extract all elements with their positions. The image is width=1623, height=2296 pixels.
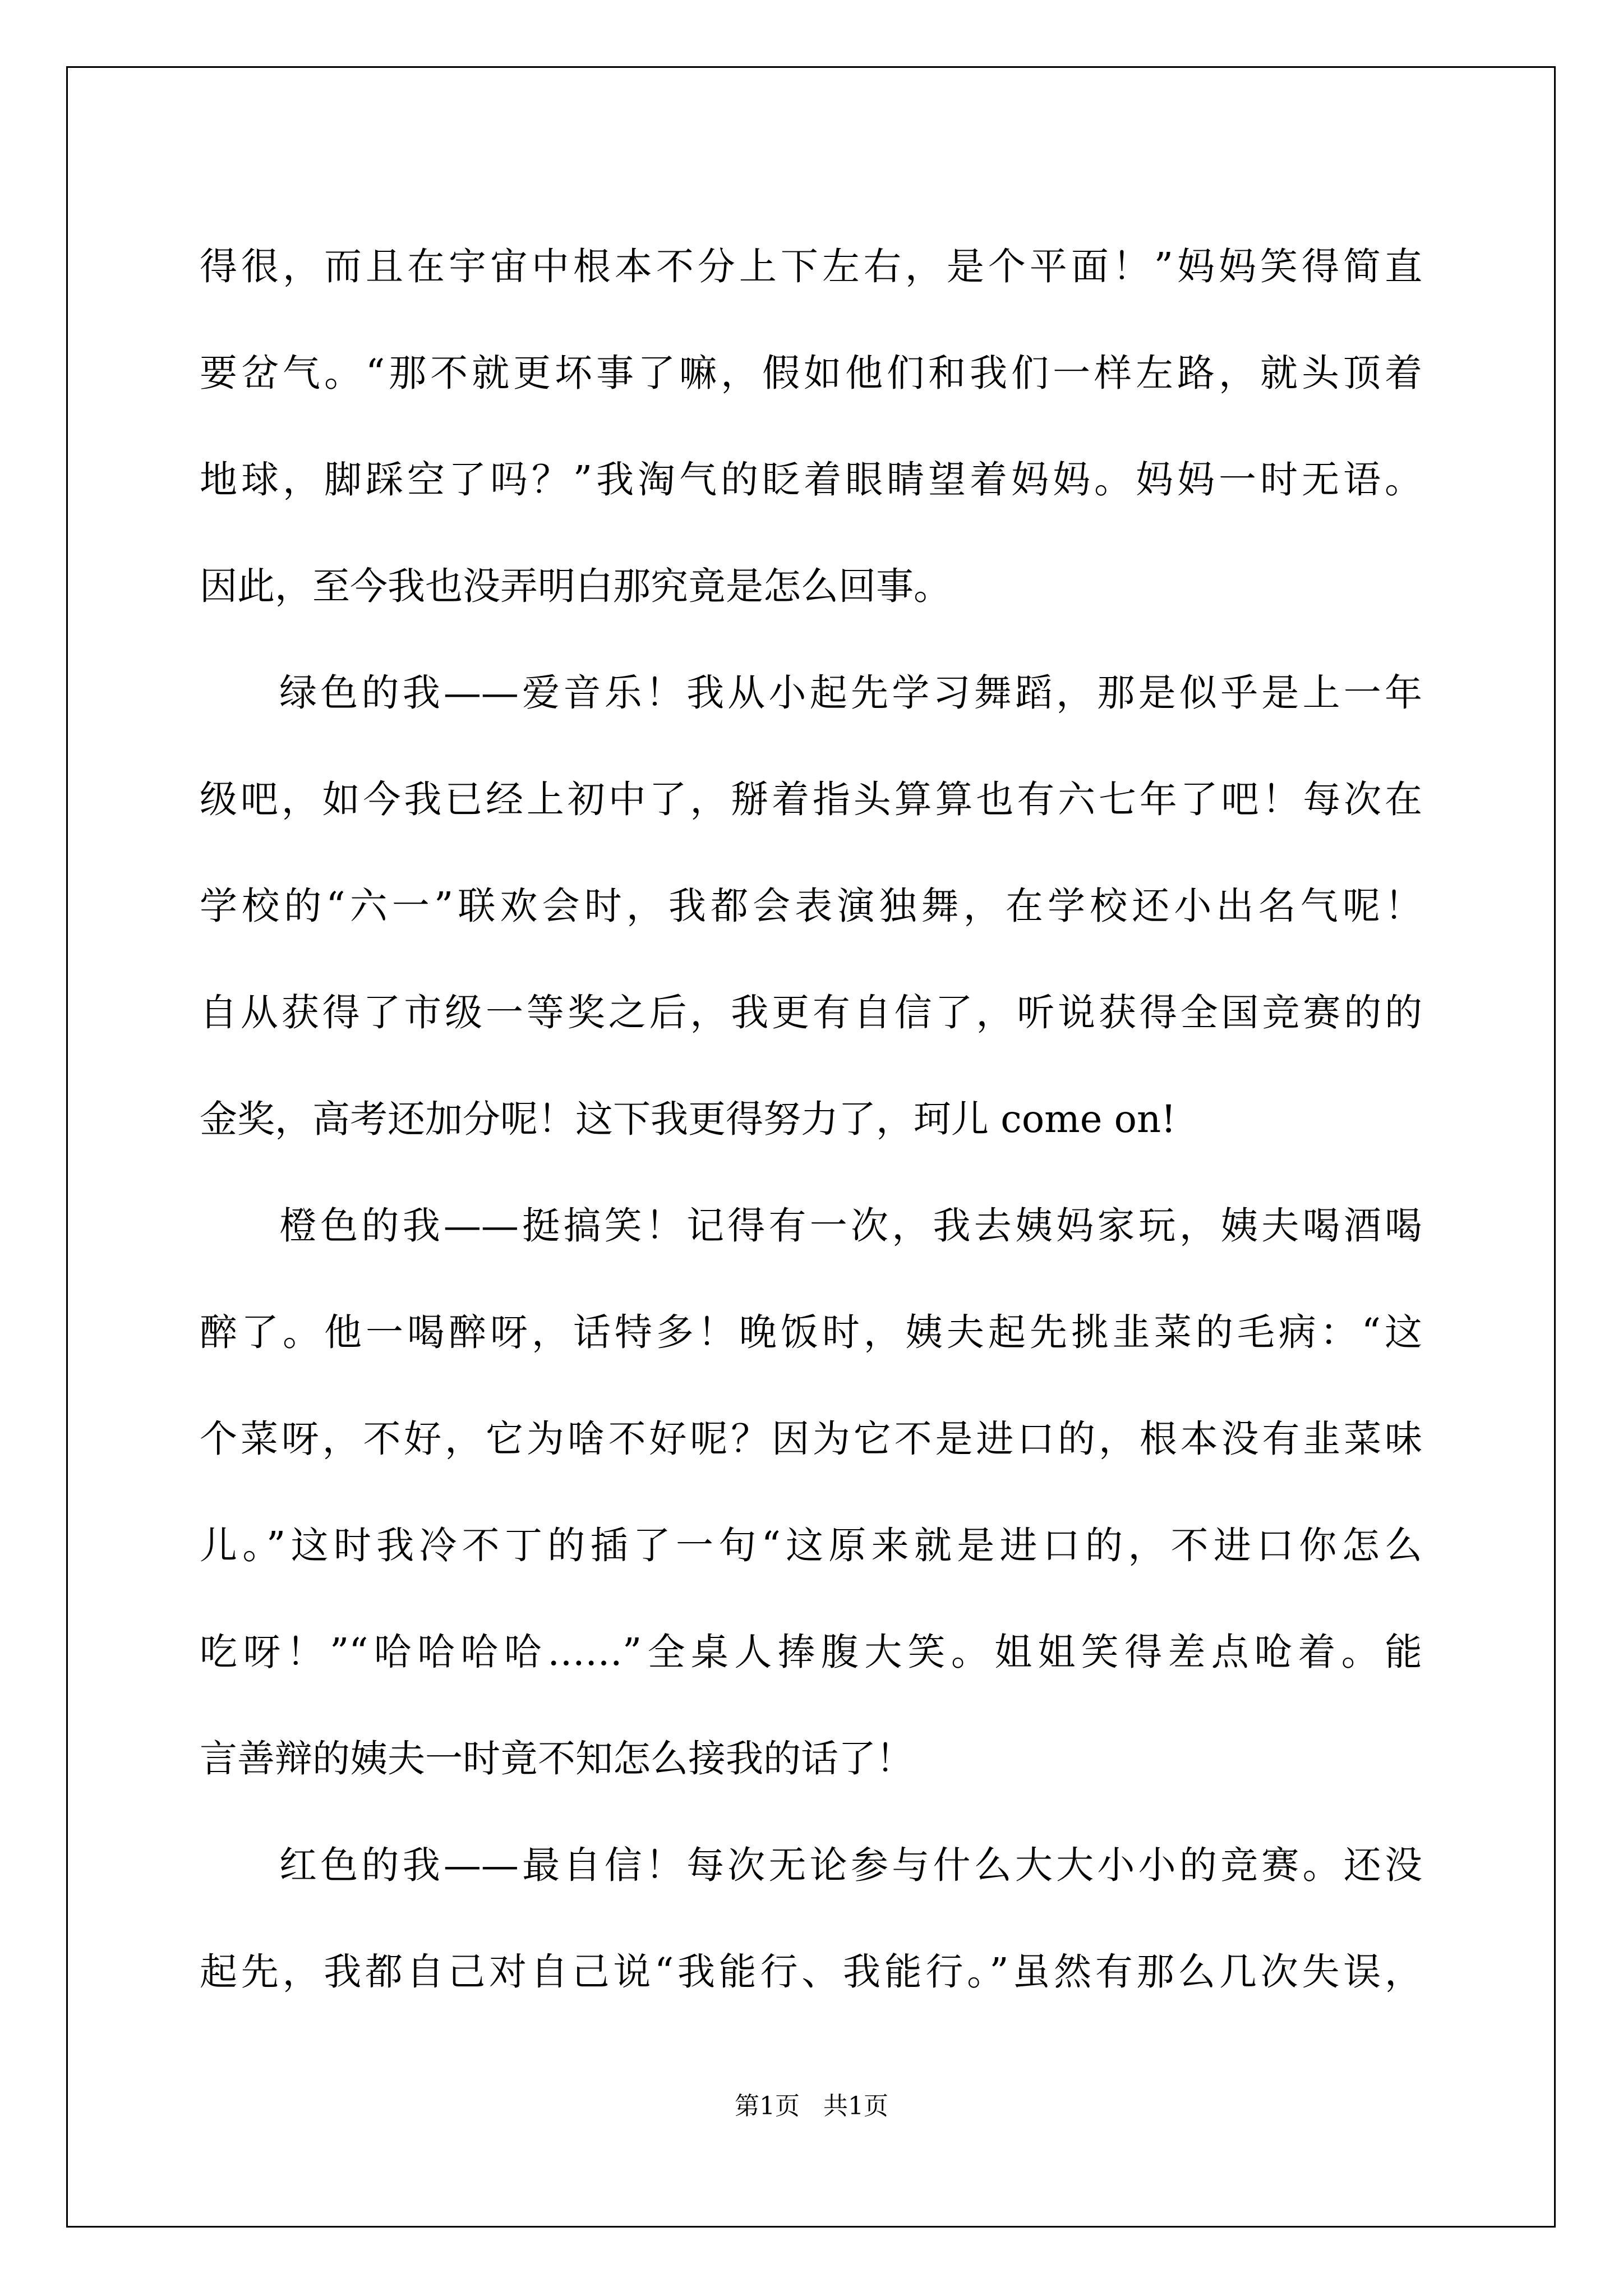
page-footer: 第1页 共1页	[735, 2092, 888, 2120]
paragraph-start-line: 红色的我——最自信！每次无论参与什么大大小小的竞赛。还没	[279, 1843, 1422, 1887]
text-line: 起先，我都自己对自己说“我能行、我能行。”虽然有那么几次失误，	[200, 1950, 1422, 1994]
text-line: 学校的“六一”联欢会时，我都会表演独舞，在学校还小出名气呢！	[200, 884, 1422, 928]
text-line: 因此，至今我也没弄明白那究竟是怎么回事。	[200, 564, 951, 608]
document-body	[200, 213, 1422, 2025]
paragraph-start-line: 绿色的我——爱音乐！我从小起先学习舞蹈，那是似乎是上一年	[279, 671, 1422, 715]
text-line: 级吧，如今我已经上初中了，掰着指头算算也有六七年了吧！每次在	[200, 777, 1422, 821]
text-line: 自从获得了市级一等奖之后，我更有自信了，听说获得全国竞赛的的	[200, 991, 1422, 1034]
text-line: 个菜呀，不好，它为啥不好呢？因为它不是进口的，根本没有韭菜味	[200, 1417, 1422, 1461]
text-line: 金奖，高考还加分呢！这下我更得努力了，珂儿 come on!	[200, 1097, 1177, 1141]
text-line: 儿。”这时我冷不丁的插了一句“这原来就是进口的，不进口你怎么	[200, 1524, 1422, 1567]
text-line: 吃呀！”“哈哈哈哈……”全桌人捧腹大笑。姐姐笑得差点呛着。能	[200, 1630, 1422, 1674]
text-line: 地球，脚踩空了吗？”我淘气的眨着眼睛望着妈妈。妈妈一时无语。	[200, 458, 1422, 501]
text-line: 醉了。他一喝醉呀，话特多！晚饭时，姨夫起先挑韭菜的毛病：“这	[200, 1310, 1422, 1354]
text-line: 得很，而且在宇宙中根本不分上下左右，是个平面！”妈妈笑得简直	[200, 245, 1422, 288]
text-line: 要岔气。“那不就更坏事了嘛，假如他们和我们一样左路，就头顶着	[200, 351, 1422, 395]
text-line: 言善辩的姨夫一时竟不知怎么接我的话了！	[200, 1737, 914, 1780]
paragraph-start-line: 橙色的我——挺搞笑！记得有一次，我去姨妈家玩，姨夫喝酒喝	[279, 1204, 1422, 1248]
